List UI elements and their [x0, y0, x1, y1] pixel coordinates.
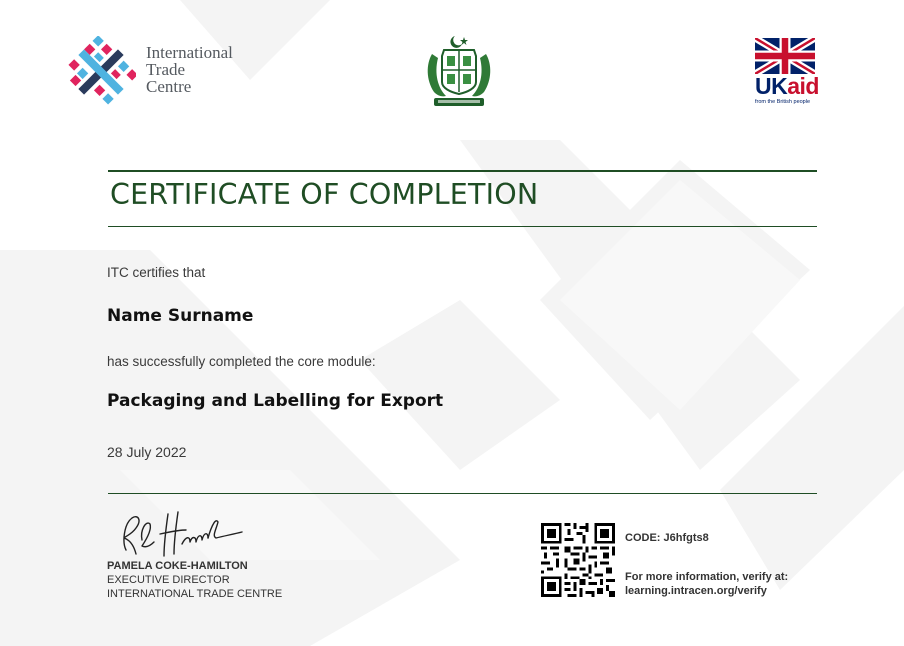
union-flag-icon — [755, 38, 815, 74]
signatory-block — [107, 559, 282, 601]
itc-logo — [66, 36, 246, 110]
signatory-organization: INTERNATIONAL TRADE CENTRE — [107, 588, 283, 600]
state-emblem-icon — [424, 34, 494, 110]
itc-logo-line-1: International — [146, 43, 233, 62]
completed-text: has successfully completed the core module: — [107, 354, 376, 369]
recipient-name: Name Surname — [107, 306, 254, 326]
qr-code-icon[interactable] — [541, 523, 615, 597]
signatory-name: PAMELA COKE-HAMILTON — [107, 560, 248, 572]
itc-logo-line-2: Trade — [146, 60, 186, 79]
itc-mark-icon — [66, 36, 136, 108]
verification-code: CODE: J6hfgts8 — [625, 532, 709, 544]
ukaid-uk-text: UK — [755, 73, 788, 99]
ukaid-aid-text: aid — [787, 73, 819, 99]
completion-date: 28 July 2022 — [107, 444, 187, 460]
certifies-text: ITC certifies that — [107, 265, 206, 280]
verification-url[interactable]: learning.intracen.org/verify — [625, 585, 767, 597]
ukaid-tagline: from the British people — [755, 99, 811, 105]
ukaid-wordmark — [755, 74, 817, 98]
itc-logo-line-3: Centre — [146, 77, 192, 96]
title-bottom-rule — [108, 226, 817, 227]
ukaid-logo — [752, 38, 818, 108]
module-name: Packaging and Labelling for Export — [107, 391, 444, 411]
signature-icon — [112, 506, 252, 560]
title-top-rule — [108, 170, 817, 172]
footer-rule — [108, 493, 817, 494]
certificate-title: CERTIFICATE OF COMPLETION — [110, 178, 539, 211]
verification-info — [625, 570, 788, 598]
verification-info-line-1: For more information, verify at: — [625, 571, 789, 583]
itc-logo-text — [146, 44, 233, 95]
signatory-title: EXECUTIVE DIRECTOR — [107, 574, 230, 586]
